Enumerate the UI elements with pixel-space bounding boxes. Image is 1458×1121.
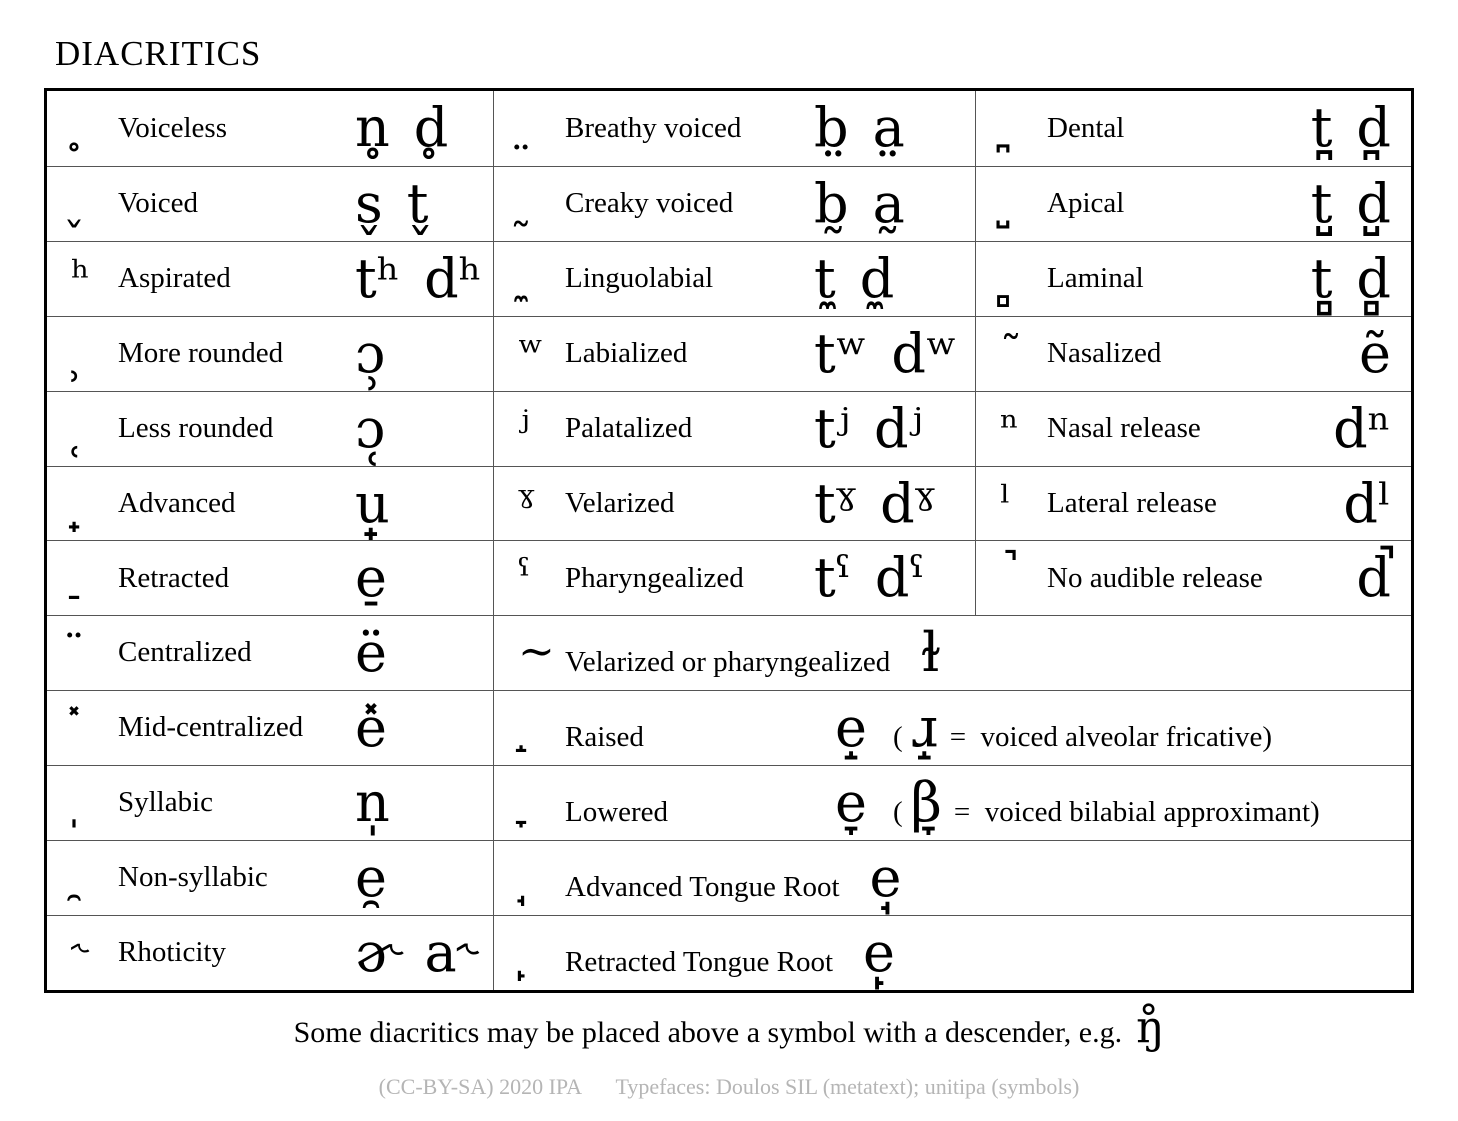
row-lowered [493, 765, 1411, 840]
example-symbol: ɔ̜ [355, 396, 386, 460]
example-symbols [814, 546, 925, 610]
example-symbols [355, 921, 480, 985]
row-mid-centralized [47, 690, 493, 765]
diacritic-mark: ̙ [518, 926, 532, 978]
descender-note [0, 1002, 1458, 1053]
example-symbols [355, 546, 387, 610]
diacritic-mark: ̤ [518, 101, 532, 153]
row-label: Dental [1047, 111, 1125, 144]
page-title: DIACRITICS [55, 34, 262, 73]
diacritic-mark: ̬ [71, 176, 85, 228]
row-velarized [493, 466, 975, 541]
example-symbol: dˠ [880, 471, 936, 535]
example-symbols [1310, 96, 1391, 160]
row-syllabic [47, 765, 493, 840]
example-symbol: b̰ [814, 171, 849, 235]
row-label: Centralized [118, 636, 252, 669]
diacritic-mark: ̹ [71, 326, 85, 378]
example-symbol: a̤ [872, 96, 905, 160]
diacritic-mark: ∼ [518, 626, 555, 678]
row-retracted-tongue-root [493, 915, 1411, 990]
diacritic-mark: ̥ [71, 101, 85, 153]
row-label: Less rounded [118, 411, 274, 444]
example-symbols [1359, 321, 1391, 385]
row-label: Linguolabial [565, 261, 714, 294]
example-symbol: dʰ [424, 246, 482, 310]
row-retracted [47, 540, 493, 615]
row-nasalized [975, 316, 1411, 391]
example-symbol: n̥ [355, 96, 390, 160]
note-symbol: ɹ̝ [910, 696, 938, 760]
row-label: Labialized [565, 336, 688, 369]
row-label: No audible release [1047, 561, 1263, 594]
row-label: Voiceless [118, 111, 228, 144]
example-symbols [355, 246, 482, 310]
example-symbol: ɫ [920, 621, 941, 685]
row-label: Velarized [565, 486, 675, 519]
diacritic-mark: ̪ [1000, 101, 1014, 153]
example-symbol: t̺ [1310, 171, 1333, 235]
row-label: Nasalized [1047, 336, 1162, 369]
example-symbol: e̯ [355, 846, 387, 910]
diacritic-mark: ̟ [71, 476, 85, 528]
row-label: Retracted [118, 561, 230, 594]
row-label: Laminal [1047, 261, 1144, 294]
row-label: Voiced [118, 186, 199, 219]
row-non-syllabic [47, 840, 493, 915]
example-symbols [355, 771, 390, 835]
row-label: Nasal release [1047, 411, 1201, 444]
row-lateral-release [975, 466, 1411, 541]
note-text: = voiced bilabial approximant) [953, 796, 1320, 829]
row-raised [493, 690, 1411, 765]
diacritic-mark: ̝ [518, 701, 532, 753]
example-symbol: t̪ [1310, 96, 1333, 160]
row-label: Advanced Tongue Root [565, 871, 840, 904]
example-symbol: d̪ [1356, 96, 1391, 160]
example-symbols [814, 396, 923, 460]
row-aspirated [47, 241, 493, 316]
row-breathy-voiced [493, 91, 975, 166]
row-creaky-voiced [493, 166, 975, 241]
example-symbols [814, 471, 936, 535]
row-rhoticity [47, 915, 493, 990]
example-symbol: e̙ [863, 921, 896, 985]
example-symbol: b̤ [814, 96, 849, 160]
row-no-audible-release [975, 540, 1411, 615]
example-symbols [1310, 246, 1391, 310]
example-symbol: tˤ [814, 546, 851, 610]
diacritic-mark: ̩ [71, 776, 85, 828]
example-symbol: tˠ [814, 471, 857, 535]
diacritic-mark: ̰ [518, 176, 532, 228]
example-symbol: tʰ [355, 246, 401, 310]
row-label: Rhoticity [118, 936, 226, 969]
diacritic-mark: ̺ [1000, 176, 1014, 228]
example-symbol: ɚ [355, 921, 401, 985]
example-symbol: a˞ [424, 921, 480, 985]
row-palatalized [493, 391, 975, 466]
footer-license: (CC-BY-SA) 2020 IPA [378, 1074, 582, 1099]
row-label: Pharyngealized [565, 561, 744, 594]
example-symbols [355, 171, 429, 235]
example-symbols [814, 321, 958, 385]
example-symbol: dˡ [1343, 471, 1391, 535]
row-pharyngealized [493, 540, 975, 615]
row-voiceless [47, 91, 493, 166]
example-symbol: u̟ [355, 471, 390, 535]
example-symbol: dʷ [891, 321, 958, 385]
row-label: Palatalized [565, 411, 693, 444]
row-nasal-release [975, 391, 1411, 466]
row-advanced [47, 466, 493, 541]
example-symbols [355, 96, 449, 160]
diacritic-mark: ʲ [518, 401, 530, 453]
diacritic-mark: ̘ [518, 851, 532, 903]
example-symbol: e̞ [835, 771, 867, 835]
row-label: Mid-centralized [118, 711, 304, 744]
example-symbol: ẽ [1359, 321, 1391, 385]
example-symbol: dⁿ [1333, 396, 1391, 460]
example-symbol: t̼ [814, 246, 836, 310]
diacritic-mark: ʰ [71, 251, 91, 303]
diacritic-mark: ⁿ [1000, 401, 1020, 453]
row-laminal [975, 241, 1411, 316]
row-label: Apical [1047, 186, 1125, 219]
row-more-rounded [47, 316, 493, 391]
row-label: Non-syllabic [118, 861, 268, 894]
example-symbol: t̻ [1310, 246, 1333, 310]
row-label: More rounded [118, 336, 284, 369]
diacritics-table [44, 88, 1414, 993]
row-label: Syllabic [118, 786, 214, 819]
example-symbol: ë [355, 621, 387, 685]
row-label: Raised [565, 721, 644, 754]
example-symbols [1310, 171, 1391, 235]
example-symbols [1356, 546, 1391, 610]
example-symbols [355, 471, 390, 535]
example-symbol: d̚ [1356, 546, 1391, 610]
diacritic-mark: ̼ [518, 251, 532, 303]
row-less-rounded [47, 391, 493, 466]
example-symbols [355, 696, 387, 760]
example-symbols [814, 171, 905, 235]
row-voiced [47, 166, 493, 241]
example-symbols [355, 321, 386, 385]
row-velarized-or-pharyngealized [493, 615, 1411, 690]
example-symbol: ɔ̹ [355, 321, 386, 385]
example-symbol: t̬ [406, 171, 429, 235]
example-symbol: tʲ [814, 396, 850, 460]
example-symbols [355, 396, 386, 460]
descender-note-text: Some diacritics may be placed above a symbol with a descender, e.g. [293, 1016, 1123, 1049]
row-label: Breathy voiced [565, 111, 742, 144]
example-symbol: d̥ [413, 96, 449, 160]
row-label: Advanced [118, 486, 236, 519]
example-symbol: tʷ [814, 321, 868, 385]
example-symbol: n̩ [355, 771, 390, 835]
example-symbols [814, 96, 905, 160]
diacritic-mark: ̠ [71, 551, 85, 603]
diacritic-mark: ̽ [71, 701, 85, 753]
footer-typefaces: Typefaces: Doulos SIL (metatext); unitipa (symbols) [615, 1074, 1080, 1099]
row-label: Creaky voiced [565, 186, 734, 219]
example-symbol: e̝ [835, 696, 867, 760]
example-symbol: dˤ [874, 546, 925, 610]
note-paren: ( [892, 796, 903, 829]
diacritic-mark: ̯ [71, 851, 85, 903]
example-symbols [355, 621, 387, 685]
example-symbols [814, 246, 895, 310]
diacritic-mark: ˤ [518, 551, 531, 603]
diacritic-mark: ̈ [71, 626, 85, 678]
row-linguolabial [493, 241, 975, 316]
example-symbol: e̽ [355, 696, 387, 760]
row-label: Aspirated [118, 261, 231, 294]
row-label: Velarized or pharyngealized [565, 646, 891, 679]
example-symbols [1333, 396, 1391, 460]
example-symbol: e̘ [869, 846, 902, 910]
diacritic-mark: ˡ [1000, 476, 1011, 528]
diacritic-mark: ̜ [71, 401, 85, 453]
row-labialized [493, 316, 975, 391]
example-symbol: s̬ [355, 171, 383, 235]
diacritic-mark: ̻ [1000, 251, 1014, 303]
diacritic-mark: ̚ [1000, 551, 1014, 603]
row-dental [975, 91, 1411, 166]
row-apical [975, 166, 1411, 241]
example-symbols [1343, 471, 1391, 535]
diacritic-mark: ˜ [1000, 326, 1022, 378]
row-label: Lowered [565, 796, 669, 829]
example-symbols [355, 846, 387, 910]
descender-note-symbol: ŋ̊ [1136, 1002, 1165, 1053]
diacritic-mark: ˠ [518, 476, 535, 528]
example-symbol: d̼ [859, 246, 895, 310]
row-advanced-tongue-root [493, 840, 1411, 915]
example-symbol: d̻ [1356, 246, 1391, 310]
example-symbol: a̰ [872, 171, 905, 235]
example-symbol: dʲ [873, 396, 923, 460]
diacritic-mark: ʷ [518, 326, 544, 378]
row-label: Retracted Tongue Root [565, 946, 834, 979]
example-symbol: e̠ [355, 546, 387, 610]
footer-credits [0, 1074, 1458, 1100]
diacritic-mark: ̞ [518, 776, 532, 828]
example-symbol: d̺ [1356, 171, 1391, 235]
note-text: = voiced alveolar fricative) [949, 721, 1273, 754]
note-symbol: β̞ [910, 771, 942, 835]
diacritic-mark: ˞ [71, 926, 90, 978]
note-paren: ( [892, 721, 903, 754]
row-label: Lateral release [1047, 486, 1217, 519]
row-centralized [47, 615, 493, 690]
